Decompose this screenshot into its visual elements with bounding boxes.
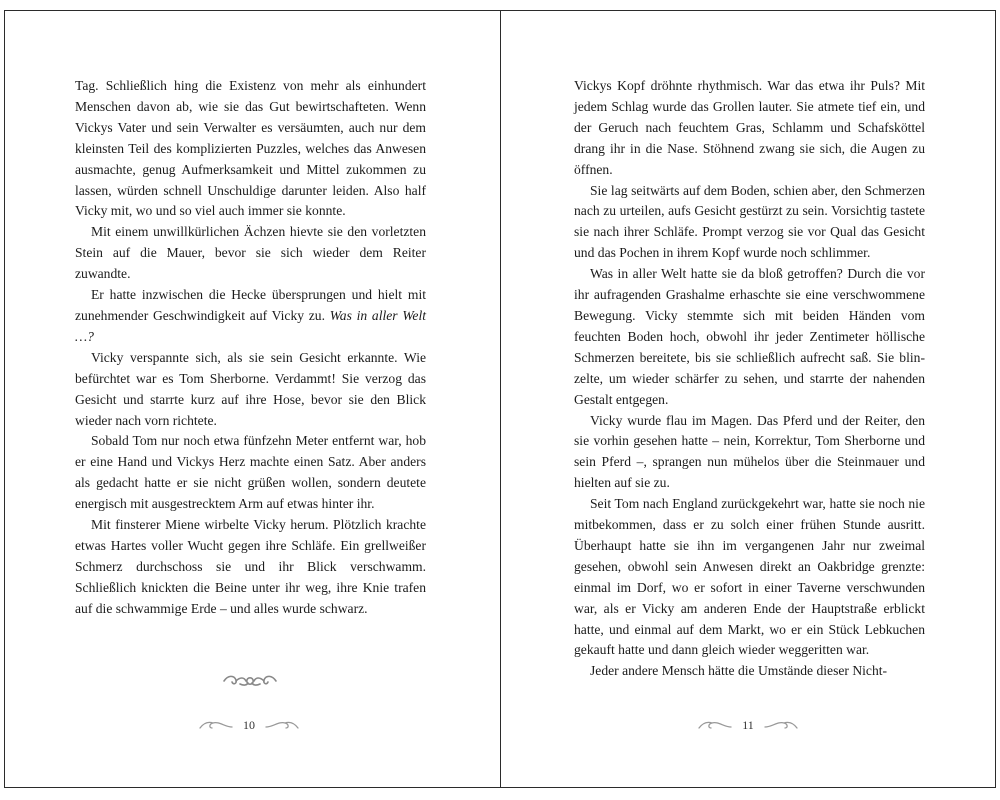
paragraph bbox=[75, 285, 426, 348]
flourish-icon bbox=[764, 719, 798, 731]
right-page-text bbox=[574, 76, 925, 682]
paragraph-text: Er hatte inzwischen die Hecke übersprungen und hielt mit zunehmender Geschwindigkeit auf Vicky zu. bbox=[75, 287, 426, 323]
flourish-icon bbox=[199, 719, 233, 731]
paragraph: Tag. Schließlich hing die Existenz von mehr als einhundert Menschen davon ab, wie sie das Gut bewirtschafteten. Wenn Vickys Vater und sein Verwalter es versäumten, auch nur dem kleinsten Teil des komplizierten Puzzles, welches das Anwesen ausmachte, genug Aufmerksamkeit und Mittel zukommen zu lassen, würden schnell Unschuldige darunter leiden. Also half Vicky mit, wo und so viel auch immer sie konnte. bbox=[75, 78, 426, 219]
page-number: 11 bbox=[742, 717, 754, 732]
page-number-right bbox=[688, 715, 808, 735]
flourish-icon bbox=[698, 719, 732, 731]
page-gutter bbox=[500, 10, 501, 788]
paragraph: Vickys Kopf dröhnte rhythmisch. War das etwa ihr Puls? Mit jedem Schlag wurde das Grollen lauter. Sie atmete tief ein, und der Geruch nach feuchtem Gras, Schlamm und Schafsköttel drang ihr in die Nase. Stöhnend zwang sie sich, die Augen zu öffnen. bbox=[574, 78, 925, 177]
page-number: 10 bbox=[243, 717, 255, 732]
paragraph: Jeder andere Mensch hätte die Umstände dieser Nicht- bbox=[590, 663, 888, 679]
left-page-text bbox=[75, 76, 426, 620]
page-number-left bbox=[189, 715, 309, 735]
paragraph: Was in aller Welt hatte sie da bloß getroffen? Durch die vor ihr aufragenden Grashalme erhaschte sie eine verschwommene Bewegung. Vicky stemmte sich mit beiden Händen vom feuchten Boden hoch, obwohl ihr jeder Zentimeter höllische Schmerzen bereitete, bis sie schließlich aufrecht saß. Sie blinzelte, um wieder schärfer zu sehen, und starrte der nahenden Gestalt entgegen. bbox=[574, 266, 925, 407]
paragraph: Sie lag seitwärts auf dem Boden, schien aber, den Schmerzen nach zu urteilen, aufs Gesicht gestürzt zu sein. Vorsichtig tastete sie nach ihrer Schläfe. Prompt verzog sie vor Qual das Gesicht und das Pochen in ihrem Kopf wurde noch schlimmer. bbox=[574, 182, 925, 261]
paragraph: Vicky verspannte sich, als sie sein Gesicht erkannte. Wie befürchtet war es Tom Sherborne. Verdammt! Sie verzog das Gesicht und starrte kurz auf ihre Hose, bevor sie den Blick wieder nach vorn richtete. bbox=[75, 349, 426, 428]
flourish-icon bbox=[265, 719, 299, 731]
scene-break-ornament-icon bbox=[222, 672, 278, 690]
italic-text: Was in aller Welt …? bbox=[75, 307, 426, 344]
paragraph: Vicky wurde flau im Magen. Das Pferd und der Reiter, den sie vorhin gesehen hatte – nein, Korrektur, Tom Sherborne und sein Pferd –, sprangen nun mühelos über die Steinmauer und hielten auf sie zu. bbox=[574, 412, 925, 491]
paragraph: Mit einem unwillkürlichen Ächzen hievte sie den vorletzten Stein auf die Mauer, bevor sie sich wieder dem Reiter zuwandte. bbox=[75, 224, 426, 282]
paragraph: Seit Tom nach England zurückgekehrt war, hatte sie noch nie mitbekommen, dass er zu solch einer frühen Stunde ausritt. Überhaupt hatte sie ihn im vergangenen Jahr nur zweimal gesehen, obwohl sein Anwesen direkt an Oakbridge grenzte: einmal im Dorf, wo er sofort in einer Taverne verschwunden war, als er Vicky am anderen Ende der Hauptstraße erblickt hatte, und einmal auf dem Markt, wo er ein Stück Lebkuchen gekauft hatte und dann gleich wieder weggeritten war. bbox=[574, 496, 925, 658]
paragraph: Mit finsterer Miene wirbelte Vicky herum. Plötzlich krachte etwas Hartes voller Wucht gegen ihre Schläfe. Ein grellweißer Schmerz durchschoss sie und ihr Blick verschwamm. Schließlich knickten die Beine unter ihr weg, ihre Knie trafen auf die schwammige Erde – und alles wurde schwarz. bbox=[75, 517, 426, 616]
paragraph: Sobald Tom nur noch etwa fünfzehn Meter entfernt war, hob er eine Hand und Vickys Herz machte einen Satz. Aber anders als gedacht hatte er sie nicht grüßen wollen, sondern deutete energisch mit ausgestrecktem Arm auf etwas hinter ihr. bbox=[75, 433, 426, 512]
